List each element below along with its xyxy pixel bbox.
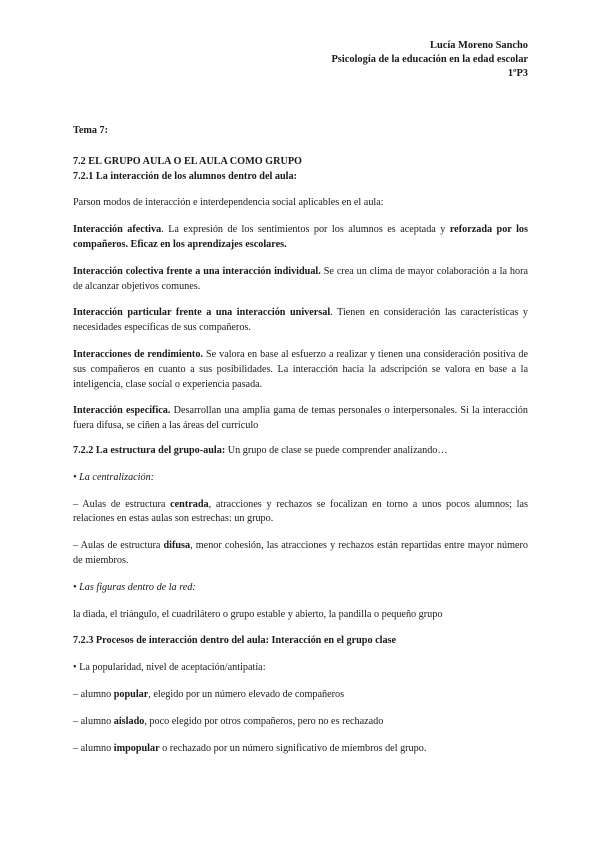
section-7-2-heading: 7.2 EL GRUPO AULA O EL AULA COMO GRUPO — [73, 155, 302, 167]
term-popular: popular — [113, 688, 149, 700]
section-7-2-2-heading: 7.2.2 La estructura del grupo-aula: — [73, 444, 226, 456]
text-centrada-2: , atracciones y rechazos se focalizan en torno a unos pocos alumnos; las relaciones en estas aulas son estrechas: un grupo. — [73, 498, 529, 525]
centralizacion-bullet — [73, 471, 528, 486]
paragraph-especifica — [73, 404, 528, 434]
text-difusa-2: , menor cohesión, las atracciones y rechazos están repartidas entre mayor número de miembros. — [73, 540, 528, 566]
section-7-2-3-heading: 7.2.3 Procesos de interacción dentro del aula: Interacción en el grupo clase — [73, 635, 397, 647]
figuras-bullet — [73, 581, 528, 596]
paragraph-afectiva — [73, 223, 528, 253]
popularidad-bullet: • La popularidad, nivel de aceptación/antipatía: — [73, 662, 266, 674]
paragraph-colectiva — [73, 265, 528, 295]
term-especifica: Interacción específica. — [73, 405, 171, 417]
paragraph-particular — [73, 306, 528, 336]
paragraph-difusa — [73, 539, 528, 569]
text-difusa-1: – Aulas de estructura — [73, 540, 164, 552]
term-aislado: aislado — [113, 715, 145, 727]
emphasis-afectiva: reforzada por los compañeros. Eficaz en los aprendizajes escolares. — [73, 224, 528, 250]
section-7-2-2-text: Un grupo de clase se puede comprender analizando… — [225, 444, 448, 456]
term-difusa: difusa — [163, 540, 191, 552]
section-7-2-2-paragraph — [73, 444, 528, 459]
item-impopular — [73, 742, 528, 757]
page-header — [331, 39, 528, 81]
text-afectiva: . La expresión de los sentimientos por los alumnos es aceptada y — [161, 224, 450, 236]
document-body — [73, 124, 528, 756]
text-colectiva: Se crea un clima de mayor colaboración a la hora de alcanzar objetivos comunes. — [73, 265, 528, 292]
term-rendimiento: Interacciones de rendimiento. — [73, 348, 203, 360]
centralizacion-label: • La centralización: — [73, 471, 155, 483]
text-impopular-1: – alumno — [73, 742, 114, 754]
text-popular-1: – alumno — [73, 688, 114, 700]
intro-paragraph: Parson modos de interacción e interdependencia social aplicables en el aula: — [73, 197, 384, 209]
item-aislado — [73, 715, 528, 730]
text-centrada-1: – Aulas de estructura — [73, 498, 171, 510]
item-popular — [73, 688, 528, 703]
term-afectiva: Interacción afectiva — [73, 224, 162, 236]
section-7-2-1-heading: 7.2.1 La interacción de los alumnos dentro del aula: — [73, 170, 297, 182]
author-name: Lucía Moreno Sancho — [430, 40, 528, 51]
figuras-list: la diada, el triángulo, el cuadrilátero o grupo estable y abierto, la pandilla o pequeño grupo — [73, 608, 443, 620]
term-centrada: centrada — [170, 498, 209, 510]
term-impopular: impopular — [113, 742, 160, 754]
text-aislado-2: , poco elegido por otros compañeros, pero no es rechazado — [144, 715, 384, 727]
group-code: 1ºP3 — [507, 68, 528, 79]
text-aislado-1: – alumno — [73, 715, 114, 727]
term-colectiva: Interacción colectiva frente a una interacción individual. — [73, 265, 321, 277]
text-especifica: Desarrollan una amplia gama de temas personales o interpersonales. Si la interacción fuera difusa, se ciñen a las áreas del currículo — [73, 405, 528, 432]
text-impopular-2: o rechazado por un número significativo de miembros del grupo. — [159, 742, 427, 754]
subject-name: Psicología de la educación en la edad escolar — [331, 54, 528, 65]
text-rendimiento: Se valora en base al esfuerzo a realizar y tienen una consideración positiva de sus compañeros en cuanto a sus posibilidades. La interacción hacia la adscripción se valora en base a la inteligencia, clase social o experiencia pasada. — [73, 348, 528, 390]
paragraph-centrada — [73, 498, 528, 528]
term-particular: Interacción particular frente a una interacción universal — [73, 307, 331, 319]
figuras-label: • Las figuras dentro de la red: — [73, 581, 196, 593]
text-popular-2: , elegido por un número elevado de compañeros — [148, 688, 345, 700]
text-particular: . Tienen en consideración las características y necesidades específicas de sus compañeros. — [73, 307, 528, 334]
topic-title: Tema 7: — [73, 125, 108, 136]
paragraph-rendimiento — [73, 348, 528, 392]
